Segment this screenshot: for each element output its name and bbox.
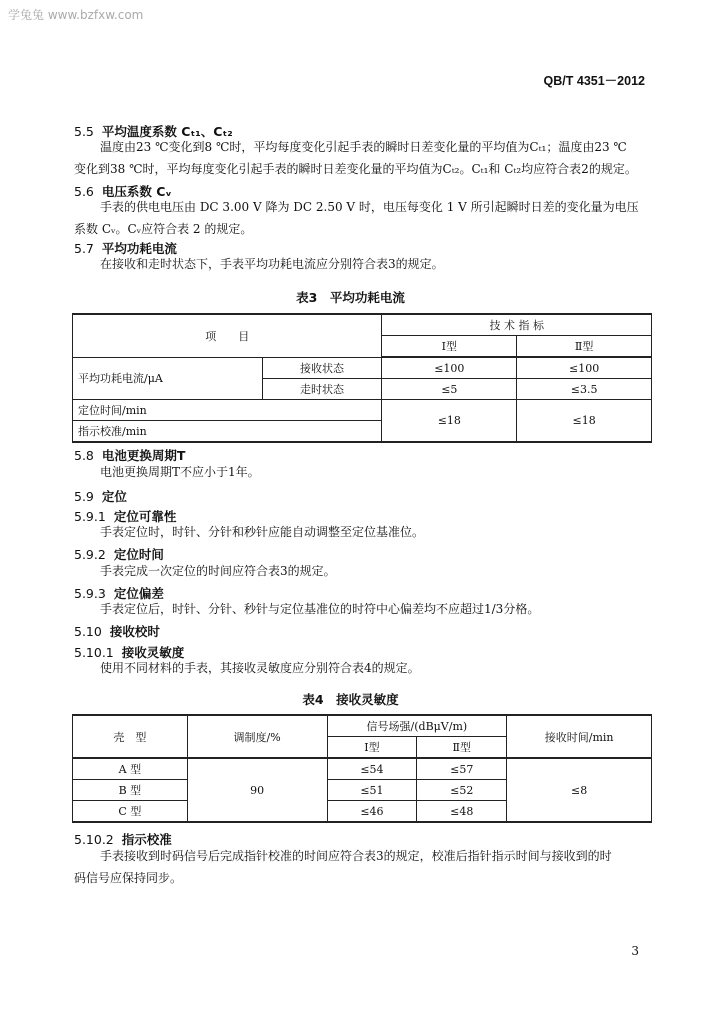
page-number: 3 (631, 944, 639, 958)
cell-modulation: 90 (187, 758, 327, 822)
row-state: 接收状态 (262, 357, 382, 379)
section-title: 平均功耗电流 (101, 241, 177, 256)
cell: ≤18 (382, 400, 517, 443)
paragraph: 码信号应保持同步。 (74, 871, 183, 885)
paragraph: 手表的供电电压由 DC 3.00 V 降为 DC 2.50 V 时，电压每变化 1 V 所引起瞬时日差的变化量为电压 (100, 200, 639, 214)
header-modulation: 调制度/% (187, 715, 327, 758)
section-title: 平均温度系数 Cₜ₁、Cₜ₂ (101, 124, 233, 139)
section-number: 5.9.3 (74, 586, 106, 601)
section-title: 接收校时 (109, 624, 160, 639)
paragraph: 手表定位时，时针、分针和秒针应能自动调整至定位基准位。 (100, 525, 425, 539)
header-tech: 技 术 指 标 (382, 314, 652, 336)
header-type-1: Ⅰ型 (382, 336, 517, 358)
cell: ≤3.5 (517, 379, 652, 400)
row-label: C 型 (73, 801, 188, 823)
standard-number: QB/T 4351－2012 (543, 74, 645, 88)
table-3-caption: 表3 平均功耗电流 (296, 290, 405, 305)
header-receive-time: 接收时间/min (507, 715, 652, 758)
watermark: 学兔兔 www.bzfxw.com (8, 8, 144, 22)
section-title: 定位可靠性 (113, 509, 177, 524)
cell: ≤46 (327, 801, 417, 823)
paragraph: 变化到38 ℃时，平均每度变化引起手表的瞬时日差变化量的平均值为Cₜ₂。Cₜ₁和 Cₜ₂均应符合表2的规定。 (74, 162, 637, 176)
section-title: 接收灵敏度 (121, 645, 185, 660)
row-label: 定位时间/min (73, 400, 382, 421)
section-number: 5.9.2 (74, 547, 106, 562)
section-5-10-heading (74, 622, 160, 640)
header-type-2: Ⅱ型 (417, 737, 507, 759)
section-title: 指示校准 (121, 832, 172, 847)
row-label: 指示校准/min (73, 421, 382, 443)
section-title: 定位时间 (113, 547, 164, 562)
section-number: 5.9.1 (74, 509, 106, 524)
cell-receive-time: ≤8 (507, 758, 652, 822)
row-state: 走时状态 (262, 379, 382, 400)
section-title: 电压系数 Cᵥ (101, 184, 172, 199)
cell: ≤18 (517, 400, 652, 443)
table-3 (72, 313, 652, 443)
paragraph: 手表定位后，时针、分针、秒针与定位基准位的时符中心偏差均不应超过1/3分格。 (100, 602, 540, 616)
cell: ≤100 (517, 357, 652, 379)
section-number: 5.8 (74, 448, 94, 463)
section-number: 5.10.1 (74, 645, 114, 660)
row-label: B 型 (73, 780, 188, 801)
section-5-9-heading (74, 487, 127, 505)
cell: ≤48 (417, 801, 507, 823)
table-4-caption: 表4 接收灵敏度 (302, 692, 399, 707)
cell: ≤54 (327, 758, 417, 780)
table-4 (72, 714, 652, 823)
paragraph: 在接收和走时状态下，手表平均功耗电流应分别符合表3的规定。 (100, 257, 444, 271)
cell: ≤52 (417, 780, 507, 801)
paragraph: 使用不同材料的手表，其接收灵敏度应分别符合表4的规定。 (100, 661, 420, 675)
header-type-1: Ⅰ型 (327, 737, 417, 759)
cell: ≤100 (382, 357, 517, 379)
section-number: 5.5 (74, 124, 94, 139)
header-type-2: Ⅱ型 (517, 336, 652, 358)
section-title: 定位偏差 (113, 586, 164, 601)
row-label: A 型 (73, 758, 188, 780)
paragraph: 温度由23 ℃变化到8 ℃时，平均每度变化引起手表的瞬时日差变化量的平均值为Cₜ₁；温度由23 ℃ (100, 140, 627, 154)
section-number: 5.9 (74, 489, 94, 504)
section-title: 定位 (101, 489, 127, 504)
paragraph: 系数 Cᵥ。Cᵥ应符合表 2 的规定。 (74, 222, 253, 236)
section-number: 5.10 (74, 624, 102, 639)
cell: ≤5 (382, 379, 517, 400)
section-number: 5.7 (74, 241, 94, 256)
cell: ≤51 (327, 780, 417, 801)
section-number: 5.6 (74, 184, 94, 199)
cell: ≤57 (417, 758, 507, 780)
section-number: 5.10.2 (74, 832, 114, 847)
header-field-strength: 信号场强/(dBμV/m) (327, 715, 507, 737)
paragraph: 手表接收到时码信号后完成指针校准的时间应符合表3的规定，校准后指针指示时间与接收到的时 (100, 849, 612, 863)
section-title: 电池更换周期T (101, 448, 186, 463)
paragraph: 手表完成一次定位的时间应符合表3的规定。 (100, 564, 336, 578)
paragraph: 电池更换周期T不应小于1年。 (100, 465, 260, 479)
row-label: 平均功耗电流/μA (73, 357, 263, 400)
header-item: 项 目 (73, 314, 382, 357)
header-case: 壳 型 (73, 715, 188, 758)
